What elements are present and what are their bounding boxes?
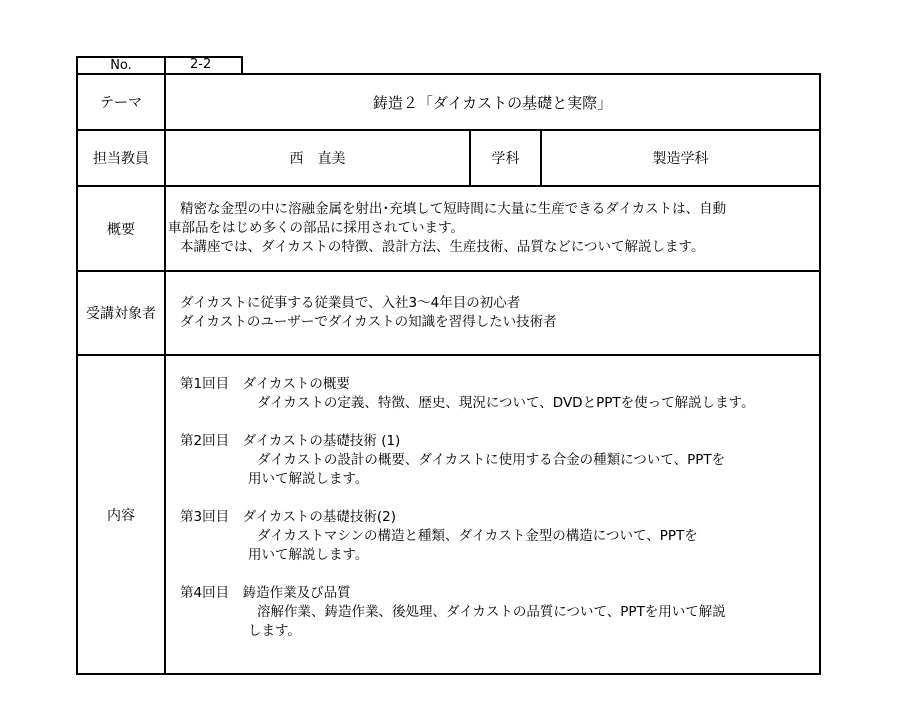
- content-label: 内容: [107, 507, 135, 524]
- target-text: [180, 294, 810, 332]
- session-2: [180, 432, 810, 489]
- department-label: 学科: [491, 151, 520, 167]
- summary-line: 本講座では、ダイカストの特徴、設計方法、生産技術、品質などについて解説します。: [180, 239, 705, 255]
- instructor-name: 西 直美: [289, 151, 346, 167]
- department-value: 製造学科: [652, 151, 709, 167]
- summary-line: 精密な金型の中に溶融金属を射出･充填して短時間に大量に生産できるダイカストは、自動: [180, 201, 727, 217]
- session-4: [180, 584, 810, 641]
- session-1: [180, 375, 810, 413]
- row-divider-2: [76, 185, 821, 187]
- row-divider-3: [76, 270, 821, 272]
- summary-label: 概要: [107, 221, 135, 238]
- row-divider-4: [76, 354, 821, 356]
- session-3: [180, 508, 810, 565]
- content-text: [180, 375, 810, 641]
- table-right: [819, 73, 821, 675]
- no-label: No.: [110, 58, 132, 73]
- target-line: ダイカストのユーザーでダイカストの知識を習得したい技術者: [180, 314, 557, 330]
- summary-text: [166, 200, 819, 257]
- session-title: 第4回目 鋳造作業及び品質: [180, 585, 351, 601]
- session-line: 用いて解説します。: [248, 547, 369, 563]
- session-line: ダイカストの定義、特徴、歴史、現況について、DVDとPPTを使って解説します。: [257, 395, 755, 411]
- theme-value: 鋳造２「ダイカストの基礎と実際」: [372, 93, 613, 112]
- session-title: 第2回目 ダイカストの基礎技術 (1): [180, 433, 401, 449]
- session-line: ダイカストの設計の概要、ダイカストに使用する合金の種類について、PPTを: [257, 452, 726, 468]
- target-label: 受講対象者: [86, 306, 156, 322]
- session-title: 第3回目 ダイカストの基礎技術(2): [180, 509, 397, 525]
- table-bottom: [76, 673, 821, 675]
- theme-label: テーマ: [100, 95, 142, 111]
- summary-line: 車部品をはじめ多くの部品に採用されています。: [168, 220, 464, 236]
- no-value: 2-2: [190, 57, 212, 72]
- session-line: 用いて解説します。: [248, 471, 369, 487]
- session-title: 第1回目 ダイカストの概要: [180, 376, 350, 392]
- target-line: ダイカストに従事する従業員で、入社3～4年目の初心者: [180, 295, 521, 311]
- session-line: ダイカストマシンの構造と種類、ダイカスト金型の構造について、PPTを: [257, 528, 698, 544]
- instructor-label: 担当教員: [93, 151, 149, 167]
- session-line: 溶解作業、鋳造作業、後処理、ダイカストの品質について、PPTを用いて解説: [257, 604, 726, 620]
- session-line: します。: [248, 623, 301, 639]
